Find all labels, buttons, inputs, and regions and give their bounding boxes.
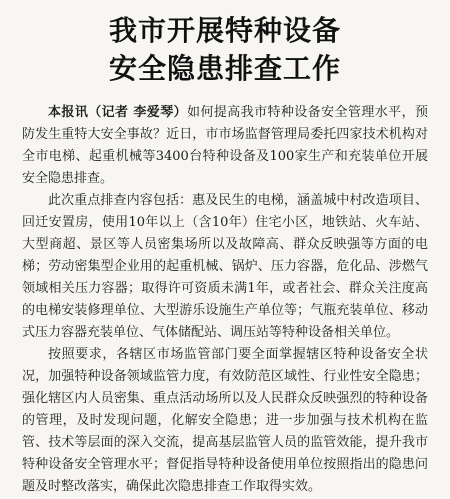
article-body [22, 102, 428, 498]
headline-line-1: 我市开展特种设备 [108, 14, 341, 47]
headline [22, 12, 428, 88]
headline-line-2: 安全隐患排查工作 [108, 52, 341, 85]
article-paragraph-2: 此次重点排查内容包括：惠及民生的电梯，涵盖城中村改造项目、回迁安置房，使用10年以上（含10年）住宅小区，地铁站、火车站、大型商超、景区等人员密集场所以及故障高、群众反映强等方面的电梯；劳动密集型企业用的起重机械、锅炉、压力容器，危化品、涉燃气领域相关压力容器；取得许可资质未满1年，或者社会、群众关注度高的电梯安装修理单位、大型游乐设施生产单位等；气瓶充装单位、移动式压力容器充装单位、气体储配站、调压站等特种设备相关单位。 [22, 193, 428, 340]
byline: 本报讯（记者 李爱琴） [48, 105, 188, 120]
article-paragraph-3: 按照要求，各辖区市场监管部门要全面掌握辖区特种设备安全状况，加强特种设备领域监管力度，有效防范区域性、行业性安全隐患；强化辖区内人员密集、重点活动场所以及人民群众反映强烈的特种设备的管理，及时发现问题，化解安全隐患；进一步加强与技术机构在监管、技术等层面的深入交流，提高基层监管人员的监管效能，提升我市特种设备安全管理水平；督促指导特种设备使用单位按照指出的隐患问题及时整改落实，确保此次隐患排查工作取得实效。 [22, 347, 428, 494]
article-paragraph-1 [22, 102, 428, 190]
paragraph-1-text: 如何提高我市特种设备安全管理水平，预防发生重特大安全事故？近日，市市场监督管理局委托四家技术机构对全市电梯、起重机械等3400台特种设备及100家生产和充装单位开展安全隐患排查。 [22, 105, 428, 186]
